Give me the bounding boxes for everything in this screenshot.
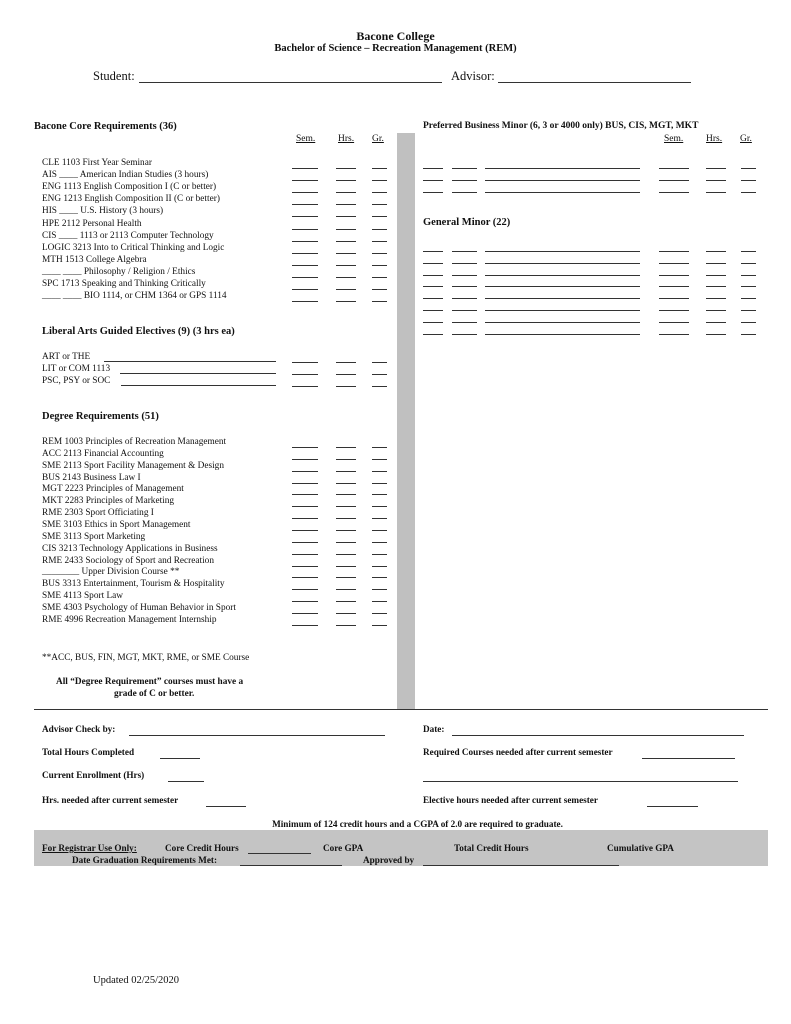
hrs-field[interactable] — [706, 251, 726, 252]
required-courses-extra-field[interactable] — [423, 781, 738, 782]
course-row: ________ Upper Division Course ** — [42, 567, 180, 578]
hrs-field[interactable] — [336, 204, 356, 205]
number-field[interactable] — [452, 286, 477, 287]
hrs-field[interactable] — [336, 554, 356, 555]
grad-met-label: Date Graduation Requirements Met: — [72, 855, 218, 865]
sem-field[interactable] — [292, 168, 318, 169]
grade-field[interactable] — [372, 589, 387, 590]
advisor-label: Advisor: — [451, 69, 495, 83]
sem-field[interactable] — [292, 289, 318, 290]
sem-field[interactable] — [292, 554, 318, 555]
upper-division-note: **ACC, BUS, FIN, MGT, MKT, RME, or SME Course — [42, 653, 250, 663]
student-label: Student: — [93, 69, 135, 83]
prefix-field[interactable] — [423, 298, 443, 299]
grade-field[interactable] — [741, 334, 756, 335]
sem-field[interactable] — [292, 241, 318, 242]
course-title-field[interactable] — [485, 286, 640, 287]
column-divider — [397, 133, 415, 709]
course-title-field[interactable] — [485, 192, 640, 193]
course-row: HPE 2112 Personal Health — [42, 218, 142, 229]
sem-field[interactable] — [659, 180, 689, 181]
hrs-field[interactable] — [336, 589, 356, 590]
total-hours-field[interactable] — [160, 758, 200, 759]
grade-field[interactable] — [372, 241, 387, 242]
current-enrollment-label: Current Enrollment (Hrs) — [42, 770, 145, 780]
sem-field[interactable] — [292, 180, 318, 181]
sem-field[interactable] — [292, 589, 318, 590]
core-credit-hours-field[interactable] — [248, 853, 311, 854]
elective-row: PSC, PSY or SOC — [42, 376, 111, 387]
hrs-field[interactable] — [336, 241, 356, 242]
course-row: BUS 2143 Business Law I — [42, 472, 141, 483]
course-row: RME 2433 Sociology of Sport and Recreation — [42, 555, 214, 566]
elective-hours-field[interactable] — [647, 806, 698, 807]
course-row: SPC 1713 Speaking and Thinking Critically — [42, 279, 206, 289]
hrs-field[interactable] — [336, 180, 356, 181]
required-courses-label: Required Courses needed after current semester — [423, 747, 613, 757]
hrs-field[interactable] — [336, 506, 356, 507]
core-col-hrs: Hrs. — [338, 134, 355, 144]
general-minor-title: General Minor (22) — [423, 217, 511, 228]
sem-field[interactable] — [292, 494, 318, 495]
grade-note-line1: All “Degree Requirement” courses must have a — [56, 677, 244, 687]
course-row: SME 2113 Sport Facility Management & Design — [42, 460, 224, 471]
grade-field[interactable] — [741, 263, 756, 264]
sem-field[interactable] — [659, 298, 689, 299]
grade-field[interactable] — [372, 301, 387, 302]
core-gpa-label: Core GPA — [323, 843, 364, 853]
degree-title: Degree Requirements (51) — [42, 411, 159, 422]
sem-field[interactable] — [292, 530, 318, 531]
number-field[interactable] — [452, 298, 477, 299]
minor-col-hrs: Hrs. — [706, 134, 723, 144]
grade-field[interactable] — [741, 322, 756, 323]
hrs-field[interactable] — [336, 192, 356, 193]
grade-field[interactable] — [372, 289, 387, 290]
minor-col-gr: Gr. — [740, 134, 752, 144]
grade-field[interactable] — [372, 216, 387, 217]
hrs-field[interactable] — [706, 275, 726, 276]
course-row: ____ ____ Philosophy / Religion / Ethics — [42, 266, 196, 277]
hrs-field[interactable] — [336, 216, 356, 217]
hrs-field[interactable] — [336, 386, 356, 387]
course-row: HIS ____ U.S. History (3 hours) — [42, 206, 164, 217]
grade-field[interactable] — [372, 518, 387, 519]
hrs-field[interactable] — [336, 530, 356, 531]
grade-field[interactable] — [372, 542, 387, 543]
grade-field[interactable] — [741, 275, 756, 276]
college-name: Bacone College — [356, 29, 435, 43]
number-field[interactable] — [452, 251, 477, 252]
elective-course-field[interactable] — [104, 361, 276, 362]
hrs-field[interactable] — [336, 613, 356, 614]
prefix-field[interactable] — [423, 251, 443, 252]
grade-field[interactable] — [372, 362, 387, 363]
hrs-field[interactable] — [336, 289, 356, 290]
hrs-field[interactable] — [706, 180, 726, 181]
sem-field[interactable] — [292, 301, 318, 302]
number-field[interactable] — [452, 334, 477, 335]
course-row: CIS 3213 Technology Applications in Business — [42, 543, 218, 554]
hrs-field[interactable] — [336, 229, 356, 230]
course-title-field[interactable] — [485, 180, 640, 181]
grade-note-line2: grade of C or better. — [114, 689, 195, 699]
grade-field[interactable] — [372, 277, 387, 278]
sem-field[interactable] — [292, 362, 318, 363]
course-row: ENG 1113 English Composition I (C or better) — [42, 182, 217, 193]
hrs-field[interactable] — [336, 566, 356, 567]
grade-field[interactable] — [372, 613, 387, 614]
number-field[interactable] — [452, 168, 477, 169]
sem-field[interactable] — [292, 566, 318, 567]
cumulative-gpa-label: Cumulative GPA — [607, 843, 674, 853]
grade-field[interactable] — [372, 229, 387, 230]
prefix-field[interactable] — [423, 334, 443, 335]
hrs-field[interactable] — [336, 625, 356, 626]
course-row: SME 4113 Sport Law — [42, 591, 124, 602]
hrs-field[interactable] — [706, 286, 726, 287]
course-row: REM 1003 Principles of Recreation Management — [42, 437, 227, 447]
student-field[interactable] — [139, 82, 442, 83]
course-row: LOGIC 3213 Into to Critical Thinking and Logic — [42, 242, 225, 253]
course-row: RME 2303 Sport Officiating I — [42, 508, 154, 519]
sem-field[interactable] — [659, 168, 689, 169]
registrar-label: For Registrar Use Only: — [42, 843, 137, 853]
elective-course-field[interactable] — [120, 373, 276, 374]
approved-by-field[interactable] — [423, 865, 619, 866]
sem-field[interactable] — [292, 471, 318, 472]
advisor-check-field[interactable] — [129, 735, 385, 736]
sem-field[interactable] — [292, 601, 318, 602]
hrs-field[interactable] — [336, 362, 356, 363]
prefix-field[interactable] — [423, 322, 443, 323]
hrs-field[interactable] — [336, 601, 356, 602]
sem-field[interactable] — [292, 204, 318, 205]
sem-field[interactable] — [292, 483, 318, 484]
course-row: ACC 2113 Financial Accounting — [42, 448, 164, 459]
grade-field[interactable] — [372, 253, 387, 254]
hrs-field[interactable] — [336, 518, 356, 519]
sem-field[interactable] — [292, 577, 318, 578]
grade-field[interactable] — [372, 566, 387, 567]
hrs-field[interactable] — [336, 459, 356, 460]
sem-field[interactable] — [292, 542, 318, 543]
sem-field[interactable] — [292, 277, 318, 278]
business-minor-title: Preferred Business Minor (6, 3 or 4000 only) BUS, CIS, MGT, MKT — [423, 121, 699, 131]
grade-field[interactable] — [372, 386, 387, 387]
course-row: MGT 2223 Principles of Management — [42, 484, 184, 495]
program-title: Bachelor of Science – Recreation Management (REM) — [274, 43, 517, 54]
prefix-field[interactable] — [423, 275, 443, 276]
advisor-check-label: Advisor Check by: — [42, 724, 116, 734]
section-divider — [34, 709, 768, 710]
course-title-field[interactable] — [485, 275, 640, 276]
course-row: RME 4996 Recreation Management Internship — [42, 614, 217, 625]
grade-field[interactable] — [372, 459, 387, 460]
elective-course-field[interactable] — [121, 385, 276, 386]
grade-field[interactable] — [372, 494, 387, 495]
grade-field[interactable] — [741, 251, 756, 252]
elective-hours-label: Elective hours needed after current semester — [423, 795, 598, 805]
grade-field[interactable] — [741, 192, 756, 193]
sem-field[interactable] — [292, 447, 318, 448]
advisor-field[interactable] — [498, 82, 691, 83]
hrs-field[interactable] — [336, 447, 356, 448]
grade-field[interactable] — [741, 180, 756, 181]
course-row: ENG 1213 English Composition II (C or better) — [42, 194, 220, 205]
course-title-field[interactable] — [485, 334, 640, 335]
grade-field[interactable] — [372, 204, 387, 205]
prefix-field[interactable] — [423, 310, 443, 311]
grade-field[interactable] — [372, 180, 387, 181]
updated-date: Updated 02/25/2020 — [93, 975, 180, 986]
number-field[interactable] — [452, 310, 477, 311]
sem-field[interactable] — [292, 386, 318, 387]
number-field[interactable] — [452, 192, 477, 193]
course-row: MTH 1513 College Algebra — [42, 254, 147, 265]
hrs-field[interactable] — [706, 322, 726, 323]
sem-field[interactable] — [659, 322, 689, 323]
sem-field[interactable] — [292, 216, 318, 217]
hrs-field[interactable] — [336, 577, 356, 578]
sem-field[interactable] — [292, 613, 318, 614]
number-field[interactable] — [452, 275, 477, 276]
prefix-field[interactable] — [423, 180, 443, 181]
hrs-field[interactable] — [706, 298, 726, 299]
sem-field[interactable] — [659, 286, 689, 287]
hrs-field[interactable] — [706, 310, 726, 311]
approved-by-label: Approved by — [363, 855, 415, 865]
number-field[interactable] — [452, 180, 477, 181]
hrs-field[interactable] — [706, 168, 726, 169]
prefix-field[interactable] — [423, 263, 443, 264]
hrs-field[interactable] — [336, 471, 356, 472]
grade-field[interactable] — [741, 310, 756, 311]
hrs-field[interactable] — [336, 277, 356, 278]
sem-field[interactable] — [292, 374, 318, 375]
sem-field[interactable] — [659, 310, 689, 311]
total-hours-label: Total Hours Completed — [42, 747, 135, 757]
course-row: MKT 2283 Principles of Marketing — [42, 496, 175, 507]
grade-field[interactable] — [372, 192, 387, 193]
grade-field[interactable] — [372, 577, 387, 578]
grade-field[interactable] — [372, 625, 387, 626]
sem-field[interactable] — [292, 625, 318, 626]
course-row: AIS ____ American Indian Studies (3 hours) — [42, 170, 209, 181]
core-title: Bacone Core Requirements (36) — [34, 121, 177, 132]
total-credit-hours-label: Total Credit Hours — [454, 843, 529, 853]
sem-field[interactable] — [659, 251, 689, 252]
hrs-field[interactable] — [336, 265, 356, 266]
hrs-field[interactable] — [336, 542, 356, 543]
hrs-field[interactable] — [336, 374, 356, 375]
prefix-field[interactable] — [423, 192, 443, 193]
grade-field[interactable] — [741, 168, 756, 169]
number-field[interactable] — [452, 263, 477, 264]
date-field[interactable] — [452, 735, 744, 736]
grad-met-field[interactable] — [240, 865, 342, 866]
liberal-title: Liberal Arts Guided Electives (9) (3 hrs ea) — [42, 326, 235, 337]
grade-field[interactable] — [372, 447, 387, 448]
sem-field[interactable] — [659, 334, 689, 335]
core-credit-hours-label: Core Credit Hours — [165, 843, 239, 853]
grade-field[interactable] — [372, 483, 387, 484]
sem-field[interactable] — [659, 275, 689, 276]
course-title-field[interactable] — [485, 251, 640, 252]
hrs-field[interactable] — [336, 494, 356, 495]
grade-field[interactable] — [372, 265, 387, 266]
minimum-requirements-note: Minimum of 124 credit hours and a CGPA of 2.0 are required to graduate. — [272, 819, 563, 829]
elective-row: ART or THE — [42, 352, 91, 362]
hrs-field[interactable] — [336, 483, 356, 484]
required-courses-field[interactable] — [642, 758, 735, 759]
course-title-field[interactable] — [485, 322, 640, 323]
sem-field[interactable] — [292, 265, 318, 266]
sem-field[interactable] — [292, 253, 318, 254]
course-title-field[interactable] — [485, 263, 640, 264]
course-row: CIS ____ 1113 or 2113 Computer Technology — [42, 230, 214, 241]
current-enrollment-field[interactable] — [168, 781, 204, 782]
sem-field[interactable] — [292, 518, 318, 519]
sem-field[interactable] — [659, 263, 689, 264]
hrs-needed-label: Hrs. needed after current semester — [42, 795, 179, 805]
course-title-field[interactable] — [485, 310, 640, 311]
course-title-field[interactable] — [485, 298, 640, 299]
sem-field[interactable] — [292, 506, 318, 507]
grade-field[interactable] — [372, 601, 387, 602]
hrs-needed-field[interactable] — [206, 806, 246, 807]
grade-field[interactable] — [372, 471, 387, 472]
course-row: SME 3113 Sport Marketing — [42, 531, 146, 542]
sem-field[interactable] — [292, 459, 318, 460]
prefix-field[interactable] — [423, 286, 443, 287]
core-col-sem: Sem. — [296, 134, 316, 144]
hrs-field[interactable] — [706, 263, 726, 264]
grade-field[interactable] — [741, 298, 756, 299]
hrs-field[interactable] — [336, 301, 356, 302]
sem-field[interactable] — [292, 192, 318, 193]
hrs-field[interactable] — [336, 168, 356, 169]
grade-field[interactable] — [372, 554, 387, 555]
sem-field[interactable] — [659, 192, 689, 193]
grade-field[interactable] — [372, 530, 387, 531]
course-row: BUS 3313 Entertainment, Tourism & Hospitality — [42, 579, 225, 590]
prefix-field[interactable] — [423, 168, 443, 169]
course-row: SME 4303 Psychology of Human Behavior in Sport — [42, 602, 236, 613]
course-title-field[interactable] — [485, 168, 640, 169]
course-row: SME 3103 Ethics in Sport Management — [42, 519, 191, 530]
grade-field[interactable] — [372, 374, 387, 375]
minor-col-sem: Sem. — [664, 134, 684, 144]
grade-field[interactable] — [741, 286, 756, 287]
sem-field[interactable] — [292, 229, 318, 230]
number-field[interactable] — [452, 322, 477, 323]
hrs-field[interactable] — [336, 253, 356, 254]
elective-row: LIT or COM 1113 — [42, 364, 111, 375]
course-row: ____ ____ BIO 1114, or CHM 1364 or GPS 1114 — [42, 291, 227, 302]
course-row: CLE 1103 First Year Seminar — [42, 158, 152, 168]
grade-field[interactable] — [372, 506, 387, 507]
grade-field[interactable] — [372, 168, 387, 169]
core-col-gr: Gr. — [372, 134, 384, 144]
hrs-field[interactable] — [706, 334, 726, 335]
hrs-field[interactable] — [706, 192, 726, 193]
date-label: Date: — [423, 724, 445, 734]
